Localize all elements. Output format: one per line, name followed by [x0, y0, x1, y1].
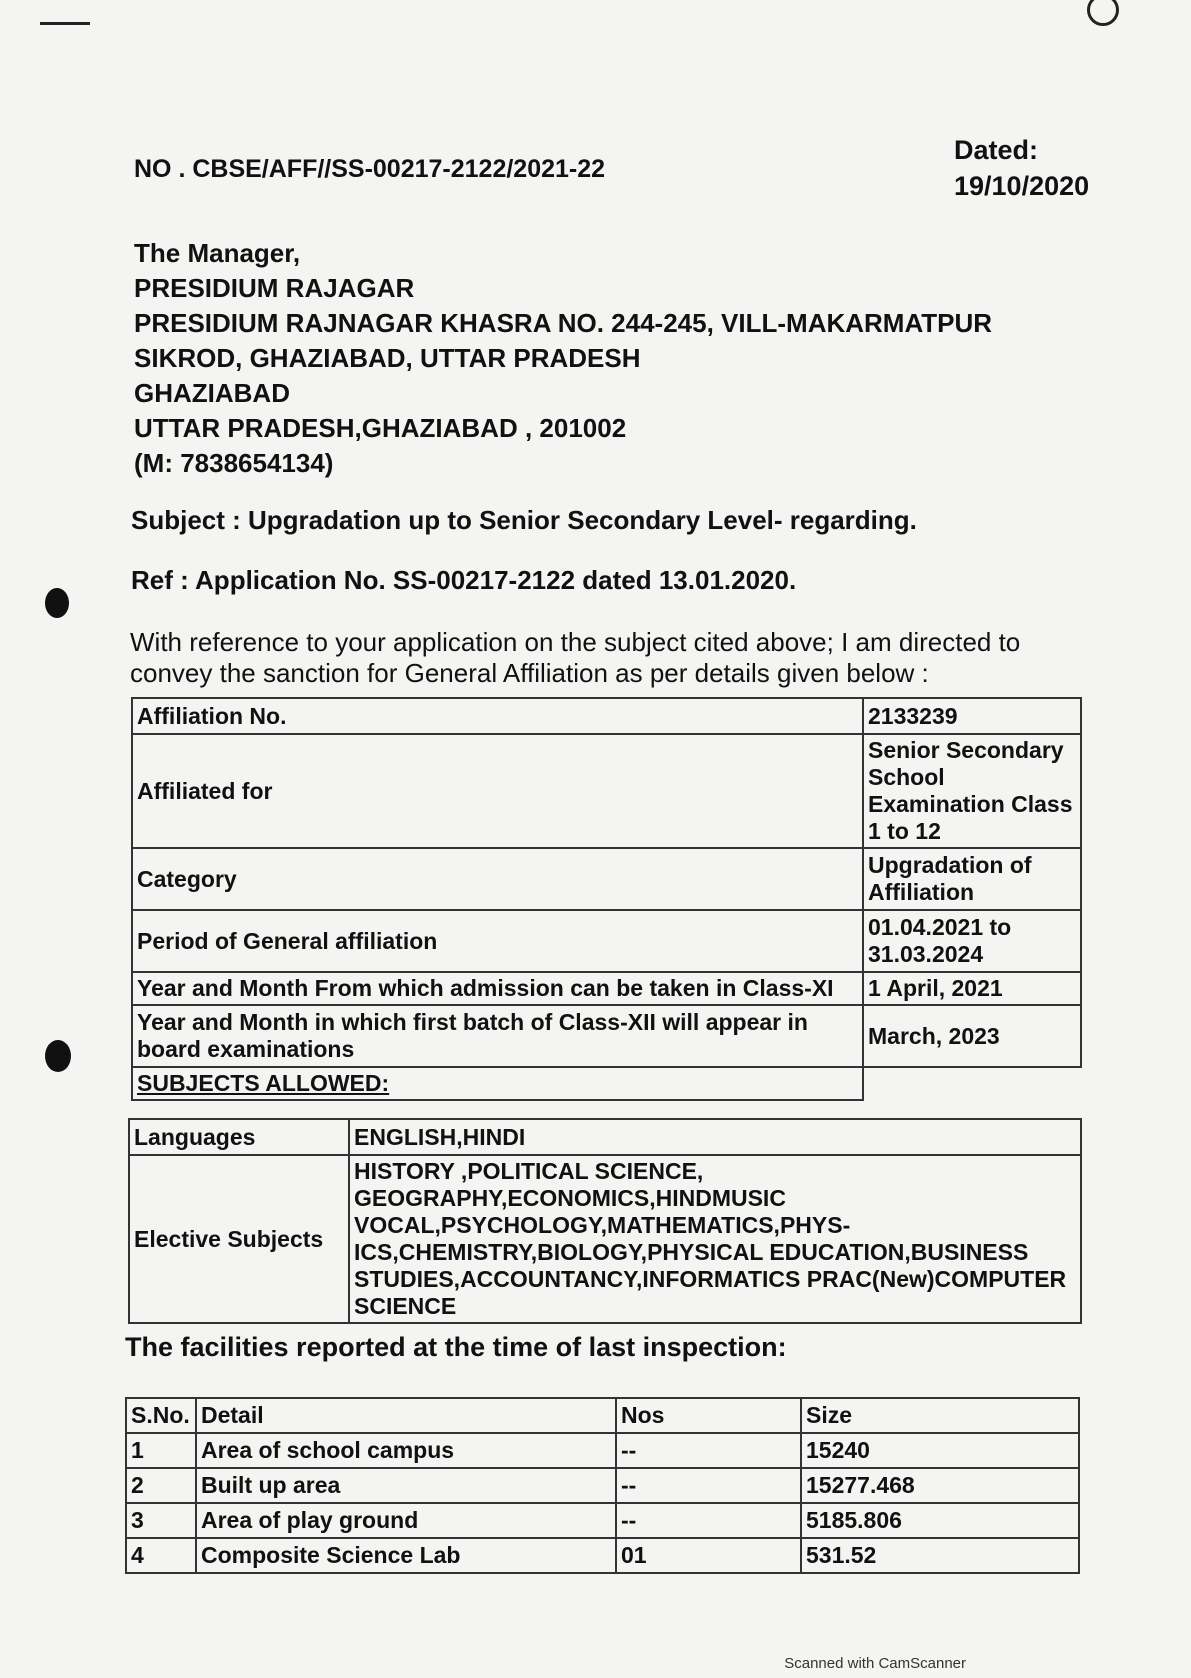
- table-cell-value: 01.04.2021 to 31.03.2024: [863, 910, 1081, 972]
- table-cell: Area of school campus: [196, 1433, 616, 1468]
- column-header: Nos: [616, 1398, 801, 1433]
- table-cell: --: [616, 1468, 801, 1503]
- facilities-title: The facilities reported at the time of last inspection:: [125, 1332, 787, 1362]
- dated-label: Dated:: [954, 135, 1039, 165]
- address-line: PRESIDIUM RAJNAGAR KHASRA NO. 244-245, VILL-MAKARMATPUR: [134, 308, 993, 338]
- table-cell: 5185.806: [801, 1503, 1079, 1538]
- table-cell-label: Affiliated for: [132, 734, 863, 848]
- table-row: [132, 698, 1081, 734]
- table-cell: 531.52: [801, 1538, 1079, 1573]
- subjects-allowed-label: [132, 1067, 863, 1100]
- table-cell: 15240: [801, 1433, 1079, 1468]
- punch-hole-dot: [45, 588, 69, 618]
- table-cell-label: Year and Month in which first batch of Class-XII will appear in board examinations: [132, 1005, 863, 1067]
- table-cell: 2: [126, 1468, 196, 1503]
- table-cell-value: Senior Secondary School Examination Class 1 to 12: [863, 734, 1081, 848]
- table-cell-label: Category: [132, 848, 863, 910]
- table-row: [126, 1468, 1079, 1503]
- intro-paragraph: With reference to your application on the subject cited above; I am directed to convey the sanction for General Affiliation as per details given below :: [130, 627, 1021, 688]
- address-line: PRESIDIUM RAJAGAR: [134, 273, 415, 303]
- table-row: [132, 734, 1081, 848]
- camscanner-footer: Scanned with CamScanner: [784, 1655, 966, 1672]
- table-cell: --: [616, 1503, 801, 1538]
- table-header-row: [126, 1398, 1079, 1433]
- pen-mark: [40, 22, 90, 25]
- subjects-allowed-text: SUBJECTS ALLOWED:: [137, 1070, 390, 1096]
- table-cell: --: [616, 1433, 801, 1468]
- table-cell: Composite Science Lab: [196, 1538, 616, 1573]
- table-cell: Built up area: [196, 1468, 616, 1503]
- address-line: UTTAR PRADESH,GHAZIABAD , 201002: [134, 413, 627, 443]
- table-row: [132, 1067, 1081, 1100]
- table-cell-empty: [863, 1067, 1081, 1100]
- column-header: Detail: [196, 1398, 616, 1433]
- address-line: SIKROD, GHAZIABAD, UTTAR PRADESH: [134, 343, 641, 373]
- table-cell-label: Affiliation No.: [132, 698, 863, 734]
- table-row: [129, 1155, 1081, 1323]
- dated-value: 19/10/2020: [954, 171, 1090, 201]
- table-cell: 01: [616, 1538, 801, 1573]
- table-cell: 4: [126, 1538, 196, 1573]
- address-line: GHAZIABAD: [134, 378, 290, 408]
- table-row: [132, 1005, 1081, 1067]
- table-cell-value: 1 April, 2021: [863, 972, 1081, 1005]
- address-block: [134, 236, 992, 481]
- page-number-circle: [1087, 0, 1119, 26]
- facilities-table: [125, 1397, 1080, 1574]
- subject-label: Elective Subjects: [129, 1155, 349, 1323]
- subjects-table: [128, 1118, 1082, 1324]
- reference-number: NO . CBSE/AFF//SS-00217-2122/2021-22: [134, 155, 606, 183]
- table-cell: 1: [126, 1433, 196, 1468]
- table-cell: 15277.468: [801, 1468, 1079, 1503]
- table-row: [129, 1119, 1081, 1155]
- table-cell-value: Upgradation of Affiliation: [863, 848, 1081, 910]
- punch-hole-dot: [45, 1040, 71, 1072]
- affiliation-table: [131, 697, 1082, 1101]
- table-row: [132, 848, 1081, 910]
- address-line: The Manager,: [134, 238, 301, 268]
- table-row: [132, 910, 1081, 972]
- table-row: [132, 972, 1081, 1005]
- subject-label: Languages: [129, 1119, 349, 1155]
- table-row: [126, 1503, 1079, 1538]
- column-header: Size: [801, 1398, 1079, 1433]
- address-line: (M: 7838654134): [134, 448, 334, 478]
- table-cell-value: March, 2023: [863, 1005, 1081, 1067]
- date-block: [954, 132, 1089, 204]
- table-cell-label: Period of General affiliation: [132, 910, 863, 972]
- subject-value: ENGLISH,HINDI: [349, 1119, 1081, 1155]
- ref-line: Ref : Application No. SS-00217-2122 dated 13.01.2020.: [131, 565, 797, 595]
- table-cell: Area of play ground: [196, 1503, 616, 1538]
- table-cell-label: Year and Month From which admission can be taken in Class-XI: [132, 972, 863, 1005]
- table-cell-value: 2133239: [863, 698, 1081, 734]
- table-cell: 3: [126, 1503, 196, 1538]
- table-row: [126, 1538, 1079, 1573]
- column-header: S.No.: [126, 1398, 196, 1433]
- subject-value: HISTORY ,POLITICAL SCIENCE, GEOGRAPHY,ECONOMICS,HINDMUSIC VOCAL,PSYCHOLOGY,MATHEMATICS,PHYS-ICS,CHEMISTRY,BIOLOGY,PHYSICAL EDUCATION,BUSINESS STUDIES,ACCOUNTANCY,INFORMATICS PRAC(New)COMPUTER SCIENCE: [349, 1155, 1081, 1323]
- subject-line: Subject : Upgradation up to Senior Secondary Level- regarding.: [131, 505, 917, 535]
- table-row: [126, 1433, 1079, 1468]
